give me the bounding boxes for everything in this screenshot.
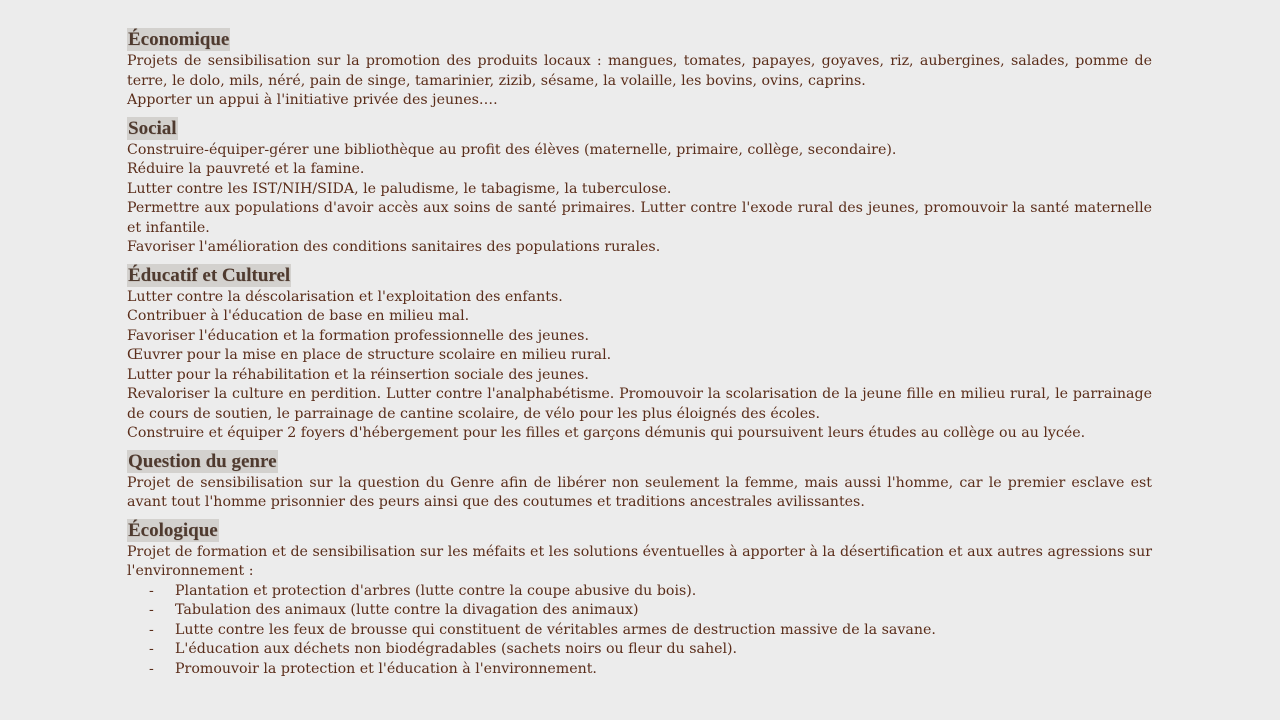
document-body	[127, 28, 1152, 685]
list-item-text: Promouvoir la protection et l'éducation à l'environnement.	[175, 660, 597, 677]
section-social	[127, 117, 1152, 258]
paragraph: Revaloriser la culture en perdition. Lutter contre l'analphabétisme. Promouvoir la scolarisation de la jeune fille en milieu rural, le parrainage de cours de soutien, le parrainage de cantine scolaire, de vélo pour les plus éloignés des écoles.	[127, 386, 1152, 422]
list-item-text: Tabulation des animaux (lutte contre la divagation des animaux)	[175, 602, 639, 618]
section-educatif-culturel	[127, 264, 1152, 444]
list-item	[127, 621, 1152, 641]
paragraph: Projet de sensibilisation sur la question du Genre afin de libérer non seulement la femme, mais aussi l'homme, car le premier esclave est avant tout l'homme prisonnier des peurs ainsi que des coutumes et traditions ancestrales avilissantes.	[127, 474, 1152, 510]
section-heading: Économique	[128, 29, 230, 50]
ecology-list	[127, 582, 1152, 680]
paragraph: Lutter contre les IST/NIH/SIDA, le paludisme, le tabagisme, la tuberculose.	[127, 180, 672, 197]
paragraph: Œuvrer pour la mise en place de structure scolaire en milieu rural.	[127, 347, 612, 363]
section-economique	[127, 28, 1152, 111]
section-ecologique	[127, 519, 1152, 680]
list-marker: -	[149, 602, 154, 618]
paragraph: Construire et équiper 2 foyers d'hébergement pour les filles et garçons démunis qui poursuivent leurs études au collège ou au lycée.	[127, 425, 1086, 441]
list-item	[127, 582, 1152, 602]
section-heading: Écologique	[128, 519, 218, 541]
paragraph: Favoriser l'amélioration des conditions sanitaires des populations rurales.	[127, 239, 661, 255]
list-item	[127, 601, 1152, 621]
paragraph: Apporter un appui à l'initiative privée des jeunes….	[127, 92, 498, 108]
paragraph: Projets de sensibilisation sur la promotion des produits locaux : mangues, tomates, papayes, goyaves, riz, aubergines, salades, pomme de terre, le dolo, mils, néré, pain de singe, tamarinier, zizib, sésame, la volaille, les bovins, ovins, caprins.	[127, 53, 1152, 89]
list-marker: -	[149, 641, 154, 657]
list-item	[127, 640, 1152, 660]
section-heading: Social	[128, 117, 177, 139]
paragraph: Contribuer à l'éducation de base en milieu mal.	[127, 308, 470, 324]
paragraph: Favoriser l'éducation et la formation professionnelle des jeunes.	[127, 327, 589, 344]
paragraph: Réduire la pauvreté et la famine.	[127, 161, 365, 177]
paragraph: Projet de formation et de sensibilisation sur les méfaits et les solutions éventuelles à apporter à la désertification et aux autres agressions sur l'environnement :	[127, 543, 1152, 579]
list-item-text: Plantation et protection d'arbres (lutte contre la coupe abusive du bois).	[175, 582, 697, 599]
list-marker: -	[149, 621, 154, 638]
paragraph: Lutter contre la déscolarisation et l'exploitation des enfants.	[127, 288, 563, 305]
list-item-text: L'éducation aux déchets non biodégradables (sachets noirs ou fleur du sahel).	[175, 641, 738, 657]
list-item	[127, 660, 1152, 680]
list-item-text: Lutte contre les feux de brousse qui constituent de véritables armes de destruction massive de la savane.	[175, 621, 936, 638]
list-marker: -	[149, 660, 154, 677]
paragraph: Construire-équiper-gérer une bibliothèque au profit des élèves (maternelle, primaire, collège, secondaire).	[127, 141, 897, 158]
section-heading: Éducatif et Culturel	[128, 264, 291, 286]
paragraph: Lutter pour la réhabilitation et la réinsertion sociale des jeunes.	[127, 366, 589, 383]
section-question-genre	[127, 450, 1152, 513]
section-heading: Question du genre	[128, 450, 277, 472]
paragraph: Permettre aux populations d'avoir accès aux soins de santé primaires. Lutter contre l'exode rural des jeunes, promouvoir la santé maternelle et infantile.	[127, 200, 1152, 236]
list-marker: -	[149, 582, 154, 599]
